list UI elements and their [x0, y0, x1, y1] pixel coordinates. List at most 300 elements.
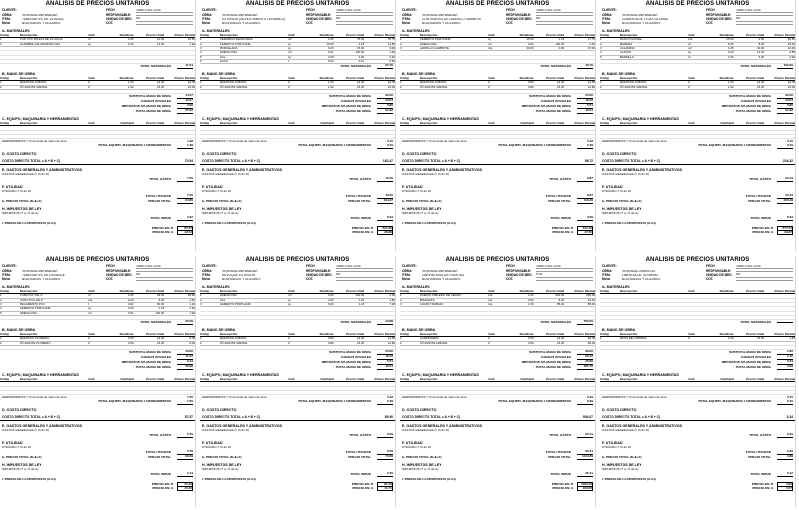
- column-header: Códig: [0, 290, 20, 294]
- section-overhead-title: E. GASTOS GENERALES Y ADMINISTRATIVOS: [602, 168, 683, 173]
- labor-total-row: [200, 365, 395, 370]
- section-materials-title: A. MATERIALES: [2, 285, 30, 290]
- profit-percent-label: UTILIDAD (= % de D): [2, 445, 31, 450]
- column-header: Rendimie: [305, 333, 333, 337]
- header-row: [602, 22, 793, 26]
- column-header: Descripción: [20, 34, 88, 38]
- proposal-price-label: I. PRECIO DE LA PROPUESTA (G+H): [602, 476, 656, 481]
- table-cell: 3.00: [505, 341, 533, 345]
- table-cell: [620, 315, 688, 319]
- table-cell: 6.00: [705, 42, 733, 46]
- column-header: Precio Unita: [534, 333, 565, 337]
- overhead-total-row: [400, 177, 595, 182]
- table-cell: [488, 345, 506, 349]
- table-cell: AYUDANTE PLOMERO: [20, 341, 88, 345]
- price-usd-row: [400, 231, 595, 235]
- total-equipment-label: TOTAL EQUIPO, MAQUINARIA Y HERRAMIENTAS: [298, 399, 371, 404]
- labor-total-value: 14.27: [177, 94, 193, 99]
- price-usd-label: PRECIO EN: $: [752, 485, 773, 490]
- table-cell: 85.00: [564, 302, 595, 306]
- table-cell: 18.90: [164, 294, 195, 298]
- section-materials-title: A. MATERIALES: [202, 285, 230, 290]
- total-materials-label: TOTAL MATERIALES: [140, 63, 171, 68]
- direct-cost-value: 162.47: [382, 158, 393, 163]
- table-cell: 7.08: [364, 302, 395, 306]
- table-cell: CEMENTO PORTLAND: [420, 38, 488, 42]
- table-cell: ml: [688, 55, 706, 59]
- total-materials-row: [0, 320, 195, 325]
- table-cell: [688, 134, 706, 138]
- column-header: Descripción: [620, 290, 688, 294]
- section-profit-title: F. UTILIDAD: [2, 441, 23, 446]
- profit-total-label: TOTAL UTILIDAD: [145, 193, 171, 198]
- table-cell: [305, 315, 333, 319]
- table-cell: 0.01: [305, 51, 333, 55]
- header-label: Mone: [402, 277, 411, 282]
- overhead-total-value: 16.25: [377, 177, 393, 182]
- total-price-section-label: G. PRECIO TOTAL (D+E+F): [2, 198, 42, 203]
- column-header: Precio Parcial: [364, 378, 395, 382]
- table-cell: 4: [200, 51, 220, 55]
- sheet-header: [0, 9, 195, 26]
- column-header: Cantidad: [105, 122, 133, 126]
- column-header: Rendimie: [705, 34, 733, 38]
- table-cell: [505, 59, 533, 63]
- table-cell: [600, 315, 620, 319]
- table-cell: 1.18: [534, 38, 565, 42]
- total-price-row: [200, 455, 395, 460]
- header-value: TUBERIA PVC DE DESAGUE: [22, 273, 65, 277]
- column-header: Precio Parcial: [564, 333, 595, 337]
- tax-total-label: TOTAL IMPUE: [150, 215, 171, 220]
- header-value: JUNIO DEL 2016: [136, 265, 193, 270]
- labor-total-label: CARGAS SOCIALES: [340, 354, 371, 359]
- table-cell: hr: [688, 81, 706, 85]
- table-cell: PORCELANA: [220, 46, 288, 50]
- section-equipment-title: C. EQUIPO, MAQUINARIA Y HERRAMIENTAS: [2, 373, 79, 378]
- header-label: CLIENTE:: [202, 264, 217, 269]
- profit-total-label: TOTAL UTILIDAD: [545, 449, 571, 454]
- price-bs-value: 81.53: [377, 482, 393, 488]
- total-equipment-label: TOTAL EQUIPO, MAQUINARIA Y HERRAMIENTAS: [498, 399, 571, 404]
- column-header: Precio Unita: [734, 290, 765, 294]
- table-cell: 1: [600, 337, 620, 341]
- column-header: Precio Unita: [134, 290, 165, 294]
- total-price-row: [200, 199, 395, 204]
- tax-total-value: 3.66: [577, 216, 593, 221]
- table-cell: 100.00: [134, 311, 165, 315]
- tax-total-label: TOTAL IMPUE: [550, 215, 571, 220]
- table-cell: [20, 89, 88, 93]
- column-header: Precio Parcial: [564, 77, 595, 81]
- price-usd-row: [200, 231, 395, 235]
- total-price-label: PRECIO TOTAL: [748, 454, 771, 459]
- section-labor-title: B. MANO DE OBRA: [2, 72, 36, 77]
- tax-total-value: 8.33: [777, 216, 793, 221]
- table-cell: CODO PVC DE 4": [20, 298, 88, 302]
- table-cell: [88, 390, 106, 394]
- total-equipment-row: [400, 144, 595, 149]
- price-bs-label: PRECIO EN: B: [351, 225, 373, 230]
- tools-value: 2.48: [587, 138, 593, 143]
- table-cell: hr: [288, 341, 306, 345]
- table-cell: 1.00: [105, 85, 133, 89]
- tax-percent-label: IMPUESTOS IT (= % de G): [402, 211, 439, 216]
- price-usd-value: 11.71: [377, 486, 393, 492]
- price-bs-value: 4.00: [777, 482, 793, 488]
- header-label: CLIENTE:: [2, 8, 17, 13]
- direct-cost-row: [0, 415, 195, 421]
- overhead-total-label: TOTAL GASTO: [349, 432, 371, 437]
- overhead-total-row: [0, 433, 195, 438]
- table-cell: pza: [488, 294, 506, 298]
- column-header: Rendimie: [305, 34, 333, 38]
- profit-total-label: TOTAL UTILIDAD: [545, 193, 571, 198]
- labor-total-label: SUBTOTAL MANO DE OBRA: [129, 93, 171, 98]
- column-header: Cantidad: [105, 378, 133, 382]
- tax-percent-label: IMPUESTOS IT (= % de G): [402, 467, 439, 472]
- profit-total-label: TOTAL UTILIDAD: [145, 449, 171, 454]
- table-cell: 30.00: [505, 46, 533, 50]
- table-cell: 2: [0, 298, 20, 302]
- total-materials-label: TOTAL MATERIALES: [340, 319, 371, 324]
- table-cell: 27.00: [564, 46, 595, 50]
- cost-table: [200, 122, 395, 140]
- profit-percent-label: UTILIDAD (= % de D): [202, 445, 231, 450]
- header-label: ITEM:: [602, 272, 611, 277]
- column-header: Rendimie: [505, 77, 533, 81]
- table-cell: 0.80: [305, 341, 333, 345]
- column-header: Códig: [0, 378, 20, 382]
- table-cell: hr: [488, 85, 506, 89]
- table-cell: [105, 390, 133, 394]
- table-cell: ARENA FINA: [220, 294, 288, 298]
- header-label: FECH: [306, 264, 315, 269]
- overhead-percent-label: GASTOS GENERALES (= % de D): [202, 172, 249, 177]
- header-label: COT.: [706, 277, 714, 282]
- price-usd-label: PRECIO EN: $: [352, 229, 373, 234]
- profit-total-value: 95.41: [577, 450, 593, 455]
- total-equipment-row: [200, 144, 395, 149]
- total-equipment-value: 1.38: [177, 144, 193, 149]
- total-equipment-row: [200, 400, 395, 405]
- total-price-row: [0, 199, 195, 204]
- labor-total-value: 32.00: [777, 94, 793, 99]
- table-cell: hr: [88, 81, 106, 85]
- table-cell: 1: [600, 81, 620, 85]
- column-header: Rendimie: [705, 333, 733, 337]
- price-bs-label: PRECIO EN: B: [751, 481, 773, 486]
- table-cell: 1.05: [305, 38, 333, 42]
- column-header: Descripción: [220, 122, 288, 126]
- labor-total-label: TOTAL MANO DE OBRA: [535, 108, 571, 113]
- table-cell: 24.00: [564, 298, 595, 302]
- table-cell: 4.80: [364, 298, 395, 302]
- table-cell: [20, 345, 88, 349]
- table-cell: lt: [88, 302, 106, 306]
- tools-label: HERRAMIENTAS = % del total de mano de obra: [602, 138, 667, 143]
- header-value: [136, 280, 193, 281]
- cost-table: [200, 77, 395, 95]
- price-usd-label: PRECIO EN: $: [552, 485, 573, 490]
- table-cell: [400, 315, 420, 319]
- cost-table: [200, 333, 395, 351]
- table-cell: 100.00: [334, 51, 365, 55]
- cost-table: [600, 77, 795, 95]
- tax-total-label: TOTAL IMPUE: [150, 471, 171, 476]
- cost-table: [0, 290, 195, 321]
- table-cell: 10.00: [134, 38, 165, 42]
- section-direct-title: D. COSTO DIRECTO: [202, 151, 237, 156]
- labor-total-value: 6.88: [377, 104, 393, 109]
- table-cell: 16.00: [164, 81, 195, 85]
- column-header: Precio Parcial: [164, 34, 195, 38]
- table-cell: pza: [488, 302, 506, 306]
- table-cell: 3: [400, 46, 420, 50]
- header-label: COT.: [506, 277, 514, 282]
- labor-total-value: 49.54: [377, 365, 393, 370]
- table-cell: 3: [200, 302, 220, 306]
- section-overhead-title: E. GASTOS GENERALES Y ADMINISTRATIVOS: [202, 424, 283, 429]
- column-header: Descripción: [620, 77, 688, 81]
- sheet-title: ANALISIS DE PRECIOS UNITARIOS: [245, 1, 350, 7]
- column-header: Unid: [288, 34, 306, 38]
- column-header: Rendimie: [705, 290, 733, 294]
- direct-cost-label: COSTO DIRECTO TOTAL = A + B + C): [202, 158, 261, 163]
- price-usd-row: [600, 231, 795, 235]
- header-label: OBRA:: [2, 12, 13, 17]
- header-value: [536, 24, 593, 25]
- table-cell: [534, 390, 565, 394]
- direct-cost-label: COSTO DIRECTO TOTAL = A + B + C): [202, 414, 261, 419]
- table-cell: 5.00: [305, 59, 333, 63]
- column-header: Códig: [200, 378, 220, 382]
- header-value: LIMPIEZA DE TERRENO: [622, 273, 659, 277]
- table-cell: 42.00: [764, 46, 795, 50]
- column-header: Precio Unita: [134, 34, 165, 38]
- overhead-total-row: [400, 433, 595, 438]
- table-cell: 12.80: [564, 81, 595, 85]
- section-materials-title: A. MATERIALES: [402, 285, 430, 290]
- header-label: ITEM:: [402, 272, 411, 277]
- apu-sheet: [0, 0, 196, 252]
- direct-cost-label: COSTO DIRECTO TOTAL = A + B + C): [602, 158, 661, 163]
- header-value: BOLIVIANOS Y DOLARES: [222, 278, 261, 282]
- table-cell: CHAPA TRABAJO: [420, 302, 488, 306]
- header-label: ITEM:: [2, 16, 11, 21]
- table-cell: [288, 345, 306, 349]
- column-header: Precio Parcial: [564, 378, 595, 382]
- header-label: COT.: [706, 21, 714, 26]
- table-cell: 1.00: [364, 51, 395, 55]
- table-cell: 0.50: [105, 337, 133, 341]
- table-cell: MAESTRO ALBAÑIL: [20, 81, 88, 85]
- overhead-total-value: 5.76: [177, 433, 193, 438]
- header-value: [736, 24, 793, 25]
- header-value: [736, 15, 793, 16]
- table-cell: m3: [288, 294, 306, 298]
- section-materials-title: A. MATERIALES: [2, 29, 30, 34]
- header-label: Mone: [2, 21, 11, 26]
- column-header: Precio Unita: [134, 77, 165, 81]
- column-header: Descripción: [20, 378, 88, 382]
- header-value: [536, 15, 593, 16]
- price-usd-label: PRECIO EN: $: [152, 485, 173, 490]
- table-cell: 0.10: [105, 42, 133, 46]
- price-usd-row: [200, 487, 395, 491]
- table-cell: CLAVOS: [620, 51, 688, 55]
- header-label: ITEM:: [602, 16, 611, 21]
- table-cell: hr: [288, 81, 306, 85]
- table-cell: 3: [600, 46, 620, 50]
- table-cell: hr: [488, 341, 506, 345]
- total-equipment-row: [0, 400, 195, 405]
- sheet-title: ANALISIS DE PRECIOS UNITARIOS: [445, 257, 550, 263]
- header-label: Mone: [202, 21, 211, 26]
- section-equipment-title: C. EQUIPO, MAQUINARIA Y HERRAMIENTAS: [202, 117, 279, 122]
- table-cell: [134, 390, 165, 394]
- labor-total-label: SUBTOTAL MANO DE OBRA: [729, 349, 771, 354]
- column-header: Rendimie: [105, 34, 133, 38]
- labor-total-label: IMPUESTOS IVA MANO DE OBRA: [521, 103, 571, 108]
- table-cell: [220, 315, 288, 319]
- column-header: Descripción: [20, 333, 88, 337]
- table-cell: pza: [88, 298, 106, 302]
- table-cell: [400, 89, 420, 93]
- table-cell: [105, 315, 133, 319]
- overhead-percent-label: GASTOS GENERALES (= % de D): [402, 172, 449, 177]
- section-tax-title: H. IMPUESTOS DE LEY: [202, 463, 242, 468]
- overhead-total-value: 6.59: [377, 433, 393, 438]
- labor-total-value: 20.66: [577, 360, 593, 365]
- header-label: RESPONSABLE:: [306, 12, 332, 17]
- header-value: [536, 280, 593, 281]
- table-cell: [488, 390, 506, 394]
- header-value: VIVIENDA UNIFAMILIAR: [622, 13, 658, 17]
- table-cell: BISAGRAS: [420, 298, 488, 302]
- table-cell: 3.00: [505, 337, 533, 341]
- column-header: Precio Unita: [334, 77, 365, 81]
- header-value: CONTRAPISO DE LADRILLO GAMBOTE: [422, 17, 482, 21]
- header-label: RESPONSABLE:: [706, 12, 732, 17]
- labor-total-label: IMPUESTOS IVA MANO DE OBRA: [321, 359, 371, 364]
- section-equipment-title: C. EQUIPO, MAQUINARIA Y HERRAMIENTAS: [2, 117, 79, 122]
- tax-percent-label: IMPUESTOS IT (= % de G): [2, 467, 39, 472]
- column-header: Códig: [400, 333, 420, 337]
- sheet-header: [600, 9, 795, 26]
- table-cell: [488, 134, 506, 138]
- table-cell: [305, 390, 333, 394]
- table-cell: MAESTRO PLOMERO: [20, 337, 88, 341]
- column-header: Unid: [488, 122, 506, 126]
- column-header: Descripción: [220, 290, 288, 294]
- table-cell: 8.00: [734, 42, 765, 46]
- column-header: Precio Parcial: [364, 77, 395, 81]
- section-equipment-title: C. EQUIPO, MAQUINARIA Y HERRAMIENTAS: [402, 373, 479, 378]
- column-header: Precio Parcial: [764, 333, 795, 337]
- price-bs-value: 71.23: [177, 482, 193, 488]
- labor-total-row: [600, 365, 795, 370]
- table-cell: CEMENTO PORTLAND: [220, 42, 288, 46]
- apu-sheet: [200, 0, 396, 252]
- total-equipment-row: [600, 144, 795, 149]
- header-row: [202, 22, 393, 26]
- header-label: FECH: [506, 8, 515, 13]
- table-cell: [734, 390, 765, 394]
- column-header: Códig: [600, 34, 620, 38]
- table-cell: [105, 134, 133, 138]
- table-cell: 1: [400, 337, 420, 341]
- overhead-total-label: TOTAL GASTO: [749, 432, 771, 437]
- column-header: Rendimie: [305, 290, 333, 294]
- total-materials-value: 46.70: [577, 64, 593, 69]
- sheet-header: [600, 265, 795, 282]
- table-cell: [420, 315, 488, 319]
- table-cell: m3: [288, 51, 306, 55]
- column-header: Unid: [488, 333, 506, 337]
- column-header: Precio Unita: [334, 34, 365, 38]
- labor-total-label: CARGAS SOCIALES: [740, 98, 771, 103]
- overhead-total-value: 9.87: [577, 177, 593, 182]
- header-row: [2, 22, 193, 26]
- profit-total-label: TOTAL UTILIDAD: [345, 193, 371, 198]
- section-profit-title: F. UTILIDAD: [202, 185, 223, 190]
- tools-value: 3.10: [387, 138, 393, 143]
- table-cell: 8.00: [134, 298, 165, 302]
- header-value: M2: [336, 17, 393, 22]
- section-equipment-title: C. EQUIPO, MAQUINARIA Y HERRAMIENTAS: [602, 373, 679, 378]
- column-header: Precio Parcial: [764, 34, 795, 38]
- section-labor-title: B. MANO DE OBRA: [402, 72, 436, 77]
- header-value: JUNIO DEL 2016: [136, 9, 193, 14]
- labor-total-row: [200, 109, 395, 114]
- table-cell: lt: [288, 59, 306, 63]
- column-header: Descripción: [420, 122, 488, 126]
- column-header: Precio Unita: [734, 77, 765, 81]
- section-tax-title: H. IMPUESTOS DE LEY: [2, 463, 42, 468]
- profit-percent-label: UTILIDAD (= % de D): [602, 445, 631, 450]
- table-cell: [620, 89, 688, 93]
- labor-total-label: CARGAS SOCIALES: [540, 98, 571, 103]
- labor-total-label: TOTAL MANO DE OBRA: [735, 108, 771, 113]
- direct-cost-row: [0, 159, 195, 165]
- labor-total-value: 32.00: [377, 94, 393, 99]
- apu-sheet: [0, 256, 196, 508]
- total-price-row: [400, 199, 595, 204]
- table-cell: CAL: [220, 55, 288, 59]
- total-materials-row: [400, 320, 595, 325]
- total-materials-value: 13.88: [377, 320, 393, 325]
- column-header: Cantidad: [305, 378, 333, 382]
- header-value: [136, 24, 193, 25]
- column-header: Precio Parcial: [364, 333, 395, 337]
- column-header: Cantidad: [705, 122, 733, 126]
- column-header: Códig: [400, 77, 420, 81]
- header-label: ITEM:: [402, 16, 411, 21]
- header-label: COT.: [306, 21, 314, 26]
- column-header: Códig: [400, 122, 420, 126]
- labor-total-value: 185.78: [577, 365, 593, 370]
- section-equipment-title: C. EQUIPO, MAQUINARIA Y HERRAMIENTAS: [602, 117, 679, 122]
- table-cell: 1.05: [105, 294, 133, 298]
- table-cell: 0.50: [364, 59, 395, 63]
- table-cell: AYUDANTE ALBAÑIL: [420, 85, 488, 89]
- header-label: UNIDAD DE MED: [106, 272, 132, 277]
- header-value: JUNIO DEL 2016: [336, 9, 393, 14]
- overhead-total-value: 0.32: [777, 433, 793, 438]
- table-cell: 2.80: [764, 51, 795, 55]
- column-header: Unid: [88, 122, 106, 126]
